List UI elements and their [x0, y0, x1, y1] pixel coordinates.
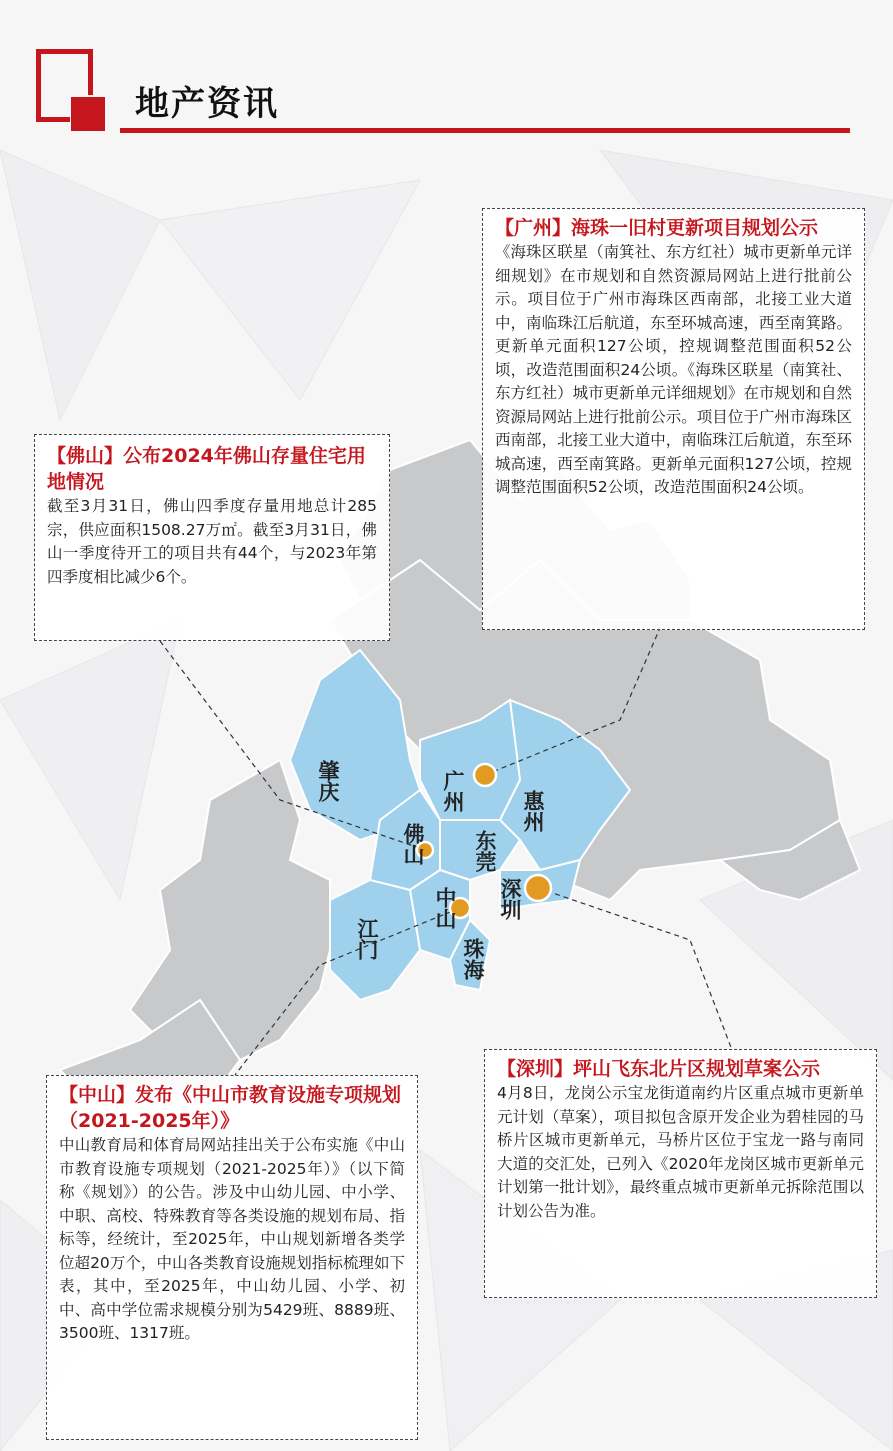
city-label-jiangmen: 江门: [355, 918, 379, 960]
marker-shenzhen: [525, 875, 551, 901]
card-body: 截至3月31日，佛山四季度存量用地总计285宗，供应面积1508.27万㎡。截至3月31日，佛山一季度待开工的项目共有44个，与2023年第四季度相比减少6个。: [47, 497, 377, 586]
page-title: 地产资讯: [135, 84, 279, 124]
marker-guangzhou: [474, 764, 496, 786]
city-label-huizhou: 惠州: [521, 790, 545, 832]
card-title: 【广州】海珠一旧村更新项目规划公示: [495, 217, 819, 239]
news-card-zhongshan: [46, 1075, 418, 1440]
region-west: [130, 760, 330, 1060]
city-label-zhaoqing: 肇庆: [316, 760, 340, 802]
leader-shenzhen: [538, 888, 732, 1050]
news-card-foshan: [34, 434, 390, 641]
card-body: 中山教育局和体育局网站挂出关于公布实施《中山市教育设施专项规划（2021-2025年）》（以下简称《规划》）的公告。涉及中山幼儿园、中小学、中职、高校、特殊教育等各类设施的规划布局、指标等，经统计，至2025年，中山规划新增各类学位超20万个，中山各类教育设施规划指标梳理如下表，其中，至2025年，中山幼儿园、小学、初中、高中学位需求规模分别为5429班、8889班、3500班、1317班。: [59, 1136, 405, 1342]
city-label-shenzhen: 深圳: [498, 878, 522, 920]
city-label-zhuhai: 珠海: [461, 938, 485, 980]
card-title: 【中山】发布《中山市教育设施专项规划（2021-2025年）》: [59, 1084, 402, 1132]
news-card-guangzhou: [482, 208, 865, 630]
news-card-shenzhen: [484, 1049, 877, 1298]
city-label-zhongshan: 中山: [433, 887, 457, 929]
city-label-foshan: 佛山: [401, 823, 425, 865]
card-body: 《海珠区联星（南箕社、东方红社）城市更新单元详细规划》在市规划和自然资源局网站上进行批前公示。项目位于广州市海珠区西南部，北接工业大道中，南临珠江后航道，东至环城高速，西至南箕路。更新单元面积127公顷，控规调整范围面积52公顷，改造范围面积24公顷。《海珠区联星（南箕社、东方红社）城市更新单元详细规划》在市规划和自然资源局网站上进行批前公示。项目位于广州市海珠区西南部，北接工业大道中，南临珠江后航道，东至环城高速，西至南箕路。更新单元面积127公顷，控规调整范围面积52公顷，改造范围面积24公顷。: [495, 243, 852, 496]
city-label-guangzhou: 广州: [441, 770, 465, 812]
card-body: 4月8日，龙岗公示宝龙街道南约片区重点城市更新单元计划（草案），项目拟包含原开发企业为碧桂园的马桥片区城市更新单元，马桥片区位于宝龙一路与南同大道的交汇处，已列入《2020年龙岗区城市更新单元计划第一批计划》，最终重点城市更新单元拆除范围以计划公告为准。: [497, 1084, 864, 1220]
city-label-dongguan: 东莞: [473, 830, 497, 872]
card-title: 【佛山】公布2024年佛山存量住宅用地情况: [47, 445, 366, 493]
card-title: 【深圳】坪山飞东北片区规划草案公示: [497, 1058, 821, 1080]
